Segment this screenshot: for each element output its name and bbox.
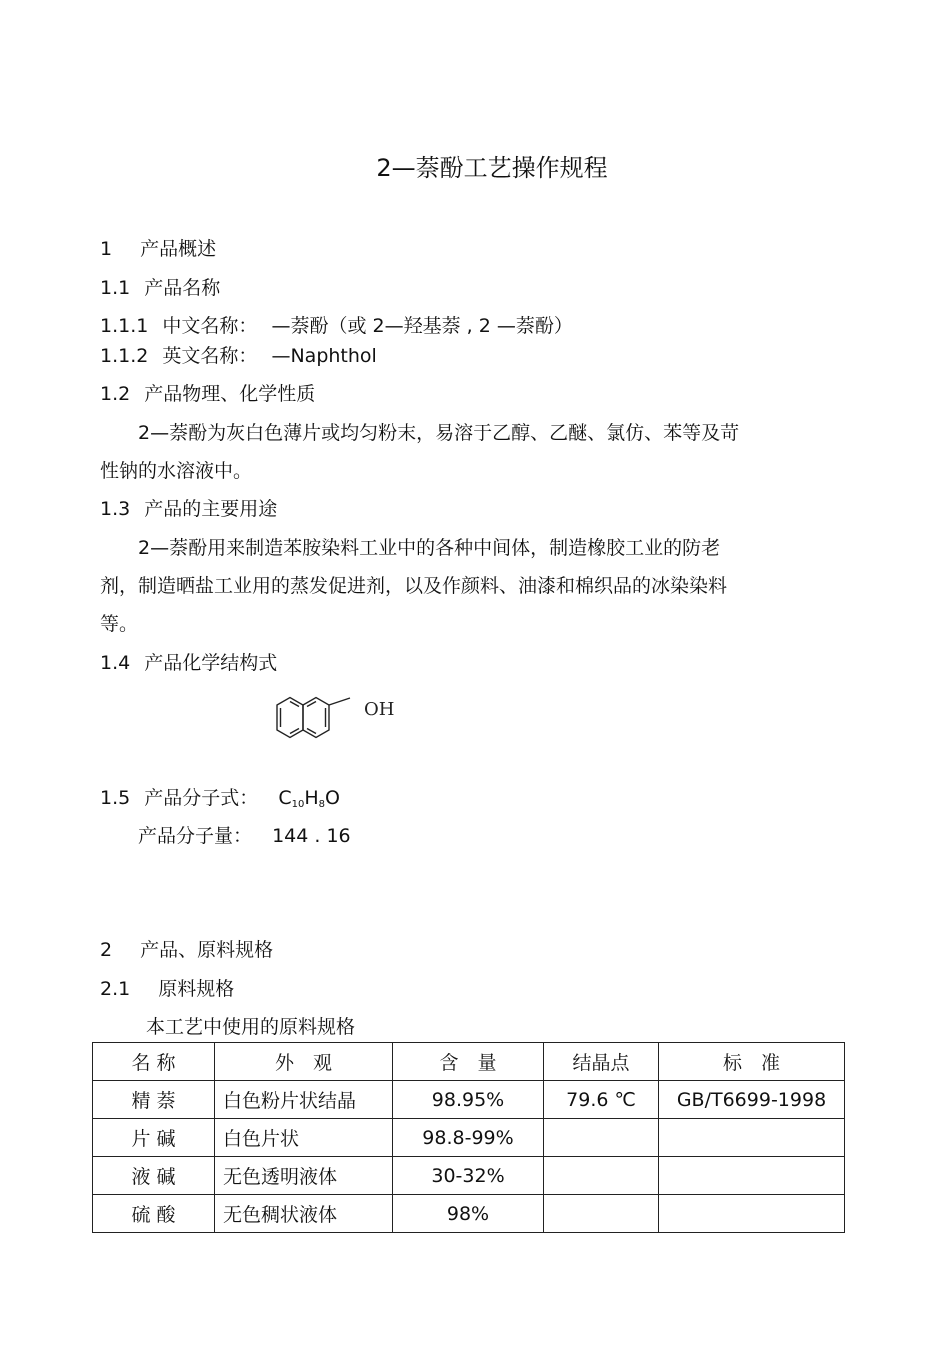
chinese-name-value: —萘酚（或 2—羟基萘 , 2 —萘酚） xyxy=(271,315,573,337)
table-row xyxy=(93,1119,845,1157)
cell-appearance: 无色透明液体 xyxy=(215,1157,393,1195)
table-row xyxy=(93,1195,845,1233)
molecular-formula-label: 产品分子式： xyxy=(144,787,259,809)
formula-hydrogen-count: 8 xyxy=(318,799,326,810)
section-1-3-heading xyxy=(100,497,277,521)
english-name-value: —Naphthol xyxy=(271,345,377,367)
section-2-1-heading xyxy=(100,977,234,1001)
cell-appearance: 白色片状 xyxy=(215,1119,393,1157)
cell-crystallization-point: 79.6 ℃ xyxy=(544,1081,659,1119)
cell-crystallization-point xyxy=(544,1157,659,1195)
header-content: 含 量 xyxy=(393,1043,544,1081)
cell-content: 98.95% xyxy=(393,1081,544,1119)
english-name-line xyxy=(100,344,377,368)
cell-standard: GB/T6699-1998 xyxy=(659,1081,845,1119)
uses-paragraph-line-3: 等。 xyxy=(100,613,139,635)
section-1-4-heading xyxy=(100,651,277,675)
header-appearance: 外 观 xyxy=(215,1043,393,1081)
section-2-heading xyxy=(100,938,273,962)
chinese-name-line xyxy=(100,314,573,338)
section-1-1-title: 产品名称 xyxy=(144,277,221,299)
header-standard: 标 准 xyxy=(659,1043,845,1081)
cell-crystallization-point xyxy=(544,1195,659,1233)
formula-oxygen: O xyxy=(325,787,340,809)
cell-appearance: 无色稠状液体 xyxy=(215,1195,393,1233)
section-1-number: 1 xyxy=(100,238,113,260)
table-row xyxy=(93,1081,845,1119)
cell-content: 98% xyxy=(393,1195,544,1233)
uses-paragraph-line-1: 2—萘酚用来制造苯胺染料工业中的各种中间体，制造橡胶工业的防老 xyxy=(138,537,721,559)
molecular-weight-value: 144 . 16 xyxy=(272,825,351,847)
table-row xyxy=(93,1157,845,1195)
section-1-3-number: 1.3 xyxy=(100,498,131,520)
cell-name: 片 碱 xyxy=(93,1119,215,1157)
section-1-2-title: 产品物理、化学性质 xyxy=(144,383,316,405)
formula-carbon: C xyxy=(278,787,292,809)
section-1-1-1-number: 1.1.1 xyxy=(100,315,149,337)
section-1-1-heading xyxy=(100,276,220,300)
cell-content: 98.8-99% xyxy=(393,1119,544,1157)
cell-standard xyxy=(659,1195,845,1233)
header-crystallization-point: 结晶点 xyxy=(544,1043,659,1081)
section-1-4-title: 产品化学结构式 xyxy=(144,652,278,674)
table-header-row xyxy=(93,1043,845,1081)
section-1-2-number: 1.2 xyxy=(100,383,131,405)
section-1-1-number: 1.1 xyxy=(100,277,131,299)
section-2-1-number: 2.1 xyxy=(100,978,131,1000)
properties-paragraph-line-2: 性钠的水溶液中。 xyxy=(100,460,253,482)
cell-name: 液 碱 xyxy=(93,1157,215,1195)
molecular-formula-value xyxy=(278,787,340,809)
section-1-1-2-number: 1.1.2 xyxy=(100,345,149,367)
molecular-formula-line xyxy=(100,786,340,817)
section-2-number: 2 xyxy=(100,939,113,961)
cell-standard xyxy=(659,1119,845,1157)
formula-hydrogen: H xyxy=(304,787,319,809)
cell-content: 30-32% xyxy=(393,1157,544,1195)
cell-name: 硫 酸 xyxy=(93,1195,215,1233)
molecular-weight-label: 产品分子量： xyxy=(138,825,253,847)
section-2-title: 产品、原料规格 xyxy=(140,939,274,961)
table-caption: 本工艺中使用的原料规格 xyxy=(146,1016,356,1038)
document-title: 2—萘酚工艺操作规程 xyxy=(376,154,608,182)
cell-appearance: 白色粉片状结晶 xyxy=(215,1081,393,1119)
chinese-name-label: 中文名称： xyxy=(162,315,258,337)
english-name-label: 英文名称： xyxy=(162,345,258,367)
cell-name: 精 萘 xyxy=(93,1081,215,1119)
section-2-1-title: 原料规格 xyxy=(158,978,235,1000)
section-1-5-number: 1.5 xyxy=(100,787,131,809)
cell-crystallization-point xyxy=(544,1119,659,1157)
molecular-weight-line xyxy=(138,824,351,848)
raw-material-spec-table xyxy=(92,1042,845,1233)
hydroxyl-label: OH xyxy=(364,699,395,720)
section-1-4-number: 1.4 xyxy=(100,652,131,674)
properties-paragraph-line-1: 2—萘酚为灰白色薄片或均匀粉末，易溶于乙醇、乙醚、氯仿、苯等及苛 xyxy=(138,422,740,444)
section-1-2-heading xyxy=(100,382,315,406)
section-1-3-title: 产品的主要用途 xyxy=(144,498,278,520)
uses-paragraph-line-2: 剂，制造晒盐工业用的蒸发促进剂，以及作颜料、油漆和棉织品的冰染染料 xyxy=(100,575,728,597)
naphthol-structure-diagram xyxy=(268,690,398,752)
header-name: 名 称 xyxy=(93,1043,215,1081)
section-1-title: 产品概述 xyxy=(140,238,217,260)
formula-carbon-count: 10 xyxy=(291,799,305,810)
cell-standard xyxy=(659,1157,845,1195)
section-1-heading xyxy=(100,237,216,261)
